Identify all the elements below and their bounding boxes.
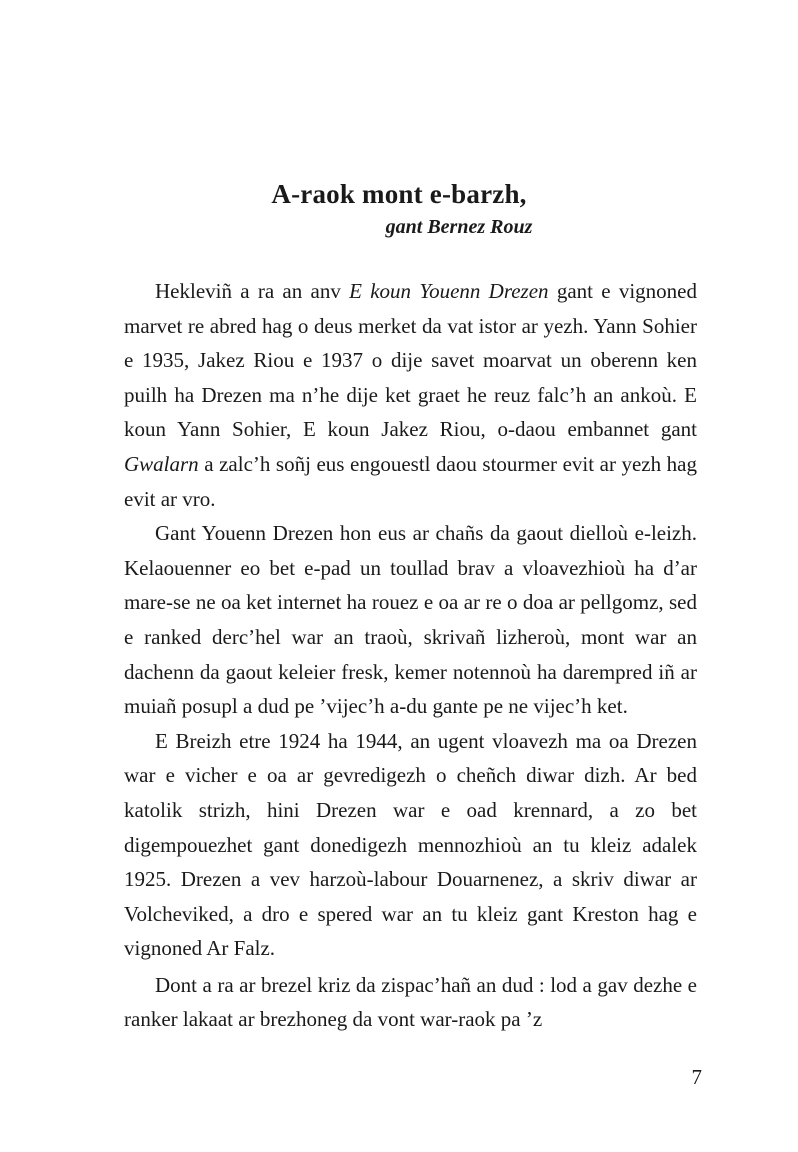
italic-title: E koun Youenn Drezen	[349, 279, 549, 303]
paragraph	[124, 968, 697, 1037]
page-number: 7	[691, 1065, 702, 1089]
text-run: Hekleviñ a ra an anv	[155, 279, 350, 303]
text-run: gant e vignoned marvet re abred hag o deus merket da vat istor ar yezh. Yann Sohier e 1935, Jakez Riou e 1937 o dije savet moarvat un oberenn ken puilh ha Drezen ma n’he dije ket graet he reuz falc’h an ankoù. E koun Yann Sohier, E koun Jakez Riou, o-daou embannet gant	[124, 279, 697, 442]
chapter-subtitle: gant Bernez Rouz	[385, 216, 533, 238]
text-run: a zalc’h soñj eus engouestl daou stourmer evit ar yezh hag evit ar vro.	[124, 451, 697, 511]
italic-title: Gwalarn	[124, 451, 199, 476]
paragraph	[124, 274, 697, 516]
text-run: Gant Youenn Drezen hon eus ar chañs da gaout dielloù e-leizh. Kelaouenner eo bet e-pad un toullad brav a vloavezhioù ha d’ar mare-se ne oa ket internet ha rouez e oa ar re o doa ar pellgomz, sed e ranked derc’hel war an traoù, skrivañ lizheroù, mont war an dachenn da gaout keleier fresk, kemer notennoù ha darempred iñ ar muiañ posupl a dud pe ’vijec’h a-du gante pe ne vijec’h ket.	[124, 521, 697, 719]
body-text	[124, 274, 697, 1037]
paragraph	[124, 724, 697, 966]
text-run: E Breizh etre 1924 ha 1944, an ugent vloavezh ma oa Drezen war e vicher e oa ar gevredigezh o cheñch diwar dizh. Ar bed katolik strizh, hini Drezen war e oad krennard, a zo bet digempouezhet gant donedigezh mennozhioù an tu kleiz adalek 1925. Drezen a vev harzoù-labour Douarnenez, a skriv diwar ar Volcheviked, a dro e spered war an tu kleiz gant Kreston hag e vignoned Ar Falz.	[124, 728, 697, 961]
chapter-title: A-raok mont e-barzh,	[271, 179, 527, 209]
text-run: Dont a ra ar brezel kriz da zispac’hañ an dud : lod a gav dezhe e ranker lakaat ar brezhoneg da vont war-raok pa ’z	[124, 972, 697, 1032]
paragraph	[124, 516, 697, 724]
